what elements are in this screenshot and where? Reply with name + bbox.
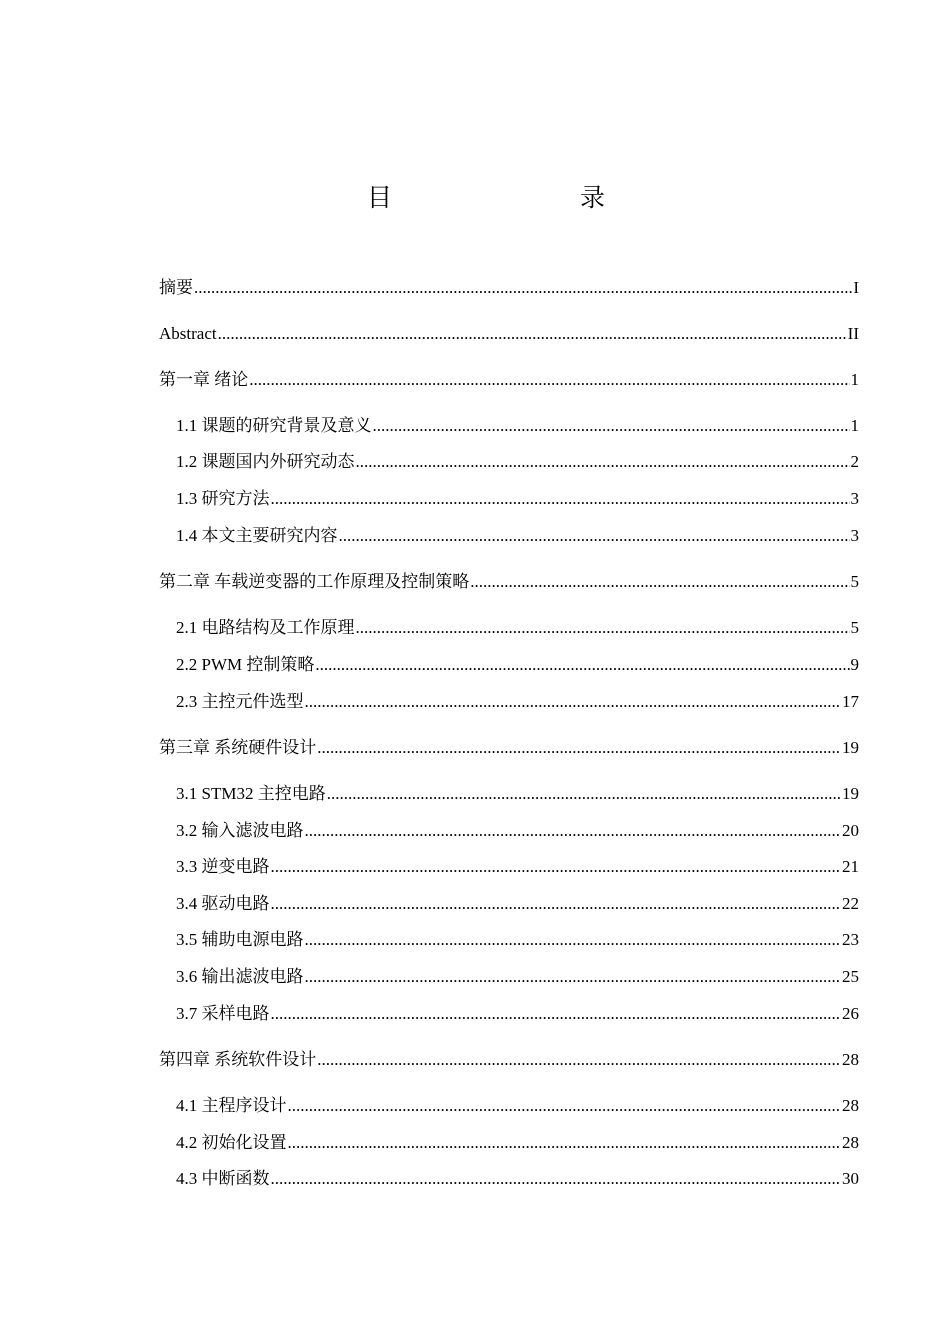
toc-entry-section-1-4[interactable] [176,525,859,547]
toc-entry-page: 23 [842,930,859,949]
toc-entry-label: 第三章 系统硬件设计 [159,738,317,757]
toc-entry-section-4-2[interactable] [176,1132,859,1154]
toc-entry-page: 25 [842,967,859,986]
toc-entry-abstract-en[interactable] [159,323,859,345]
leader-dots [249,369,849,391]
leader-dots [356,451,850,473]
toc-entry-label: 3.2 输入滤波电路 [176,821,304,840]
toc-entry-label: 4.2 初始化设置 [176,1133,287,1152]
toc-entry-label: 摘要 [159,278,193,297]
toc-entry-section-1-1[interactable] [176,415,859,437]
toc-entry-label: 3.6 输出滤波电路 [176,967,304,986]
toc-entry-page: 28 [842,1050,859,1069]
leader-dots [373,415,850,437]
leader-dots [194,277,852,299]
toc-entry-label: 3.3 逆变电路 [176,857,270,876]
toc-entry-label: 3.7 采样电路 [176,1004,270,1023]
toc-entry-page: II [847,324,859,343]
toc-entry-section-2-1[interactable] [176,617,859,639]
toc-entry-section-3-7[interactable] [176,1003,859,1025]
leader-dots [271,488,850,510]
toc-entry-label: 第四章 系统软件设计 [159,1050,317,1069]
toc-entry-section-1-3[interactable] [176,488,859,510]
leader-dots [271,893,842,915]
toc-entry-page: 19 [842,738,859,757]
toc-entry-label: Abstract [159,324,217,343]
toc-entry-chapter-3[interactable] [159,737,859,759]
toc-entry-label: 3.5 辅助电源电路 [176,930,304,949]
toc-entry-page: 21 [842,857,859,876]
toc-entry-page: 3 [850,526,859,545]
toc-entry-page: 22 [842,894,859,913]
toc-entry-page: 26 [842,1004,859,1023]
toc-entry-chapter-2[interactable] [159,571,859,593]
toc-entry-label: 1.2 课题国内外研究动态 [176,452,355,471]
leader-dots [271,1168,842,1190]
toc-entry-section-2-2[interactable] [176,654,859,676]
toc-entry-label: 2.2 PWM 控制策略 [176,655,315,674]
leader-dots [218,323,847,345]
toc-entry-label: 3.4 驱动电路 [176,894,270,913]
toc-entry-section-2-3[interactable] [176,691,859,713]
leader-dots [315,654,849,676]
toc-entry-page: 9 [850,655,859,674]
toc-entry-label: 4.1 主程序设计 [176,1096,287,1115]
toc-entry-page: I [853,278,859,297]
toc-entry-page: 30 [842,1169,859,1188]
toc-entry-section-4-3[interactable] [176,1168,859,1190]
leader-dots [356,617,850,639]
leader-dots [288,1132,842,1154]
toc-entry-section-3-2[interactable] [176,820,859,842]
toc-entry-label: 2.1 电路结构及工作原理 [176,618,355,637]
leader-dots [305,820,842,842]
toc-entry-page: 5 [850,618,859,637]
toc-entry-label: 1.1 课题的研究背景及意义 [176,416,372,435]
toc-entry-section-3-6[interactable] [176,966,859,988]
leader-dots [317,1049,841,1071]
toc-entry-section-3-4[interactable] [176,893,859,915]
leader-dots [271,856,842,878]
leader-dots [339,525,850,547]
leader-dots [271,1003,842,1025]
toc-entry-page: 19 [842,784,859,803]
toc-entry-page: 28 [842,1096,859,1115]
toc-entry-section-3-3[interactable] [176,856,859,878]
toc-entry-page: 28 [842,1133,859,1152]
toc-entry-section-4-1[interactable] [176,1095,859,1117]
toc-entry-page: 1 [850,416,859,435]
toc-entry-label: 第二章 车载逆变器的工作原理及控制策略 [159,572,470,591]
leader-dots [305,929,842,951]
toc-entry-section-1-2[interactable] [176,451,859,473]
leader-dots [317,737,841,759]
leader-dots [305,966,842,988]
toc-entry-label: 1.3 研究方法 [176,489,270,508]
toc-entry-chapter-1[interactable] [159,369,859,391]
toc-entry-label: 3.1 STM32 主控电路 [176,784,326,803]
toc-entry-page: 1 [850,370,859,389]
leader-dots [327,783,841,805]
toc-entry-label: 2.3 主控元件选型 [176,692,304,711]
leader-dots [288,1095,842,1117]
toc-entry-chapter-4[interactable] [159,1049,859,1071]
leader-dots [470,571,849,593]
toc-entry-label: 第一章 绪论 [159,370,249,389]
toc-entry-label: 4.3 中断函数 [176,1169,270,1188]
page-title: 目 录 [366,185,651,212]
toc-entry-section-3-5[interactable] [176,929,859,951]
toc-entry-abstract-cn[interactable] [159,277,859,299]
toc-entry-label: 1.4 本文主要研究内容 [176,526,338,545]
toc-entry-page: 5 [850,572,859,591]
toc-entry-section-3-1[interactable] [176,783,859,805]
toc-entry-page: 3 [850,489,859,508]
leader-dots [305,691,842,713]
toc-entry-page: 17 [842,692,859,711]
toc-entry-page: 20 [842,821,859,840]
toc-entry-page: 2 [850,452,859,471]
